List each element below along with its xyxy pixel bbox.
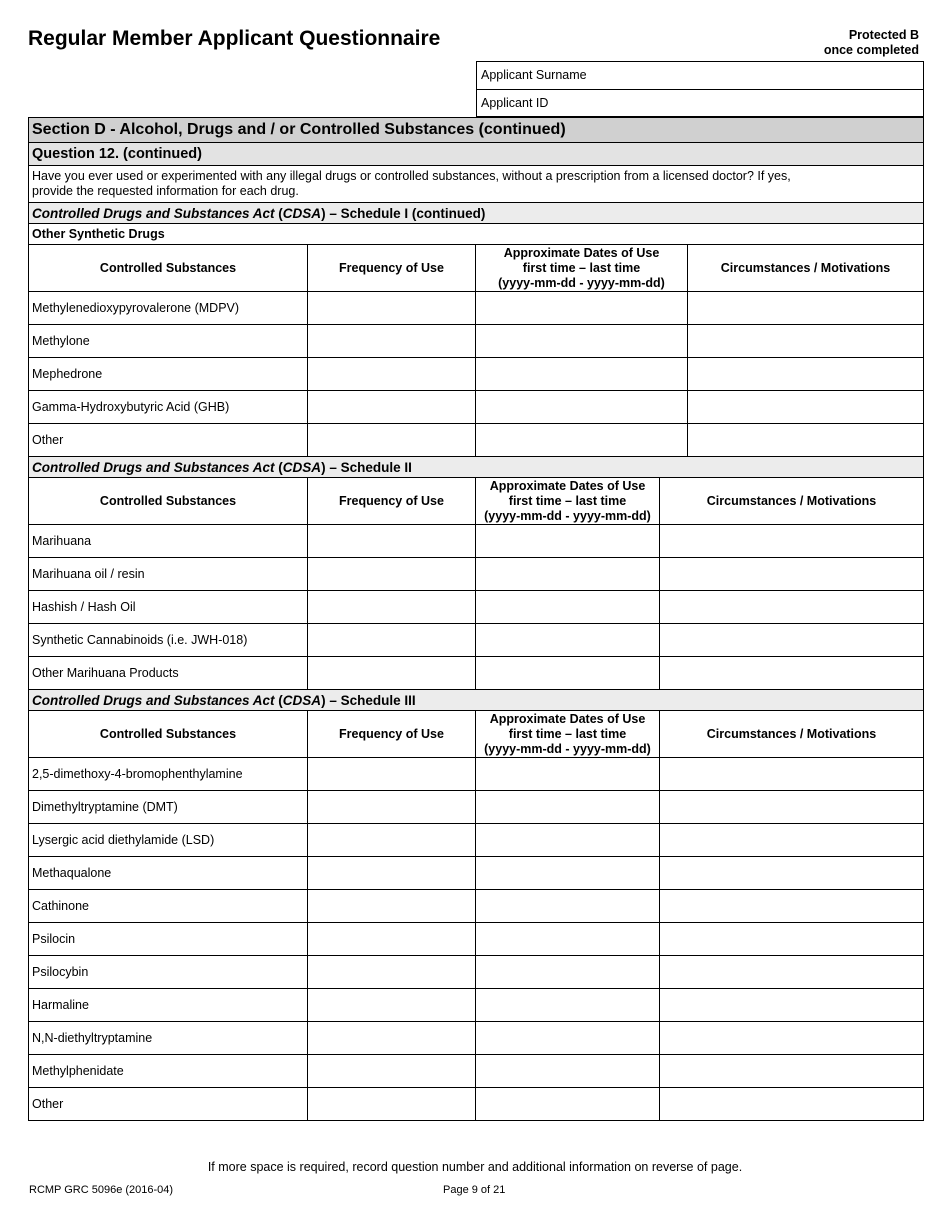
circumstances-field[interactable]	[660, 791, 924, 824]
table-row	[29, 1055, 924, 1088]
table-row	[29, 391, 924, 424]
frequency-field[interactable]	[308, 857, 476, 890]
circumstances-field[interactable]	[660, 857, 924, 890]
dates-field[interactable]	[476, 1088, 660, 1121]
act-abbrev: CDSA	[282, 205, 322, 221]
col-header-substance: Controlled Substances	[29, 478, 308, 525]
dates-field[interactable]	[476, 1022, 660, 1055]
dates-field[interactable]	[476, 824, 660, 857]
dates-header-line-3: (yyyy-mm-dd - yyyy-mm-dd)	[484, 508, 651, 523]
col-header-circumstances: Circumstances / Motivations	[660, 478, 924, 525]
circumstances-field[interactable]	[660, 989, 924, 1022]
frequency-field[interactable]	[308, 525, 476, 558]
table-row	[29, 1088, 924, 1121]
schedule-subheading: Other Synthetic Drugs	[29, 224, 924, 245]
dates-field[interactable]	[476, 325, 688, 358]
dates-field[interactable]	[476, 758, 660, 791]
page-number: Page 9 of 21	[443, 1184, 506, 1196]
frequency-field[interactable]	[308, 824, 476, 857]
dates-field[interactable]	[476, 292, 688, 325]
col-header-frequency: Frequency of Use	[308, 478, 476, 525]
schedule-suffix: – Schedule II	[329, 459, 412, 475]
frequency-field[interactable]	[308, 923, 476, 956]
col-header-substance: Controlled Substances	[29, 711, 308, 758]
table-row	[29, 890, 924, 923]
table-row	[29, 989, 924, 1022]
table-row	[29, 591, 924, 624]
circumstances-field[interactable]	[660, 890, 924, 923]
substance-name: Psilocin	[29, 923, 308, 956]
table-row	[29, 325, 924, 358]
column-header-row	[29, 478, 924, 525]
substance-name: Other	[29, 424, 308, 457]
applicant-info-box	[476, 61, 924, 117]
substance-name: Other Marihuana Products	[29, 657, 308, 690]
applicant-surname-field[interactable]: Applicant Surname	[481, 68, 587, 82]
substance-name: Psilocybin	[29, 956, 308, 989]
frequency-field[interactable]	[308, 1088, 476, 1121]
substance-name: Harmaline	[29, 989, 308, 1022]
dates-field[interactable]	[476, 956, 660, 989]
frequency-field[interactable]	[308, 391, 476, 424]
circumstances-field[interactable]	[660, 923, 924, 956]
substance-name: Gamma-Hydroxybutyric Acid (GHB)	[29, 391, 308, 424]
schedule-heading: Controlled Drugs and Substances Act (CDSA) – Schedule III	[29, 690, 924, 711]
dates-field[interactable]	[476, 358, 688, 391]
dates-field[interactable]	[476, 391, 688, 424]
act-name: Controlled Drugs and Substances Act	[32, 692, 275, 708]
frequency-field[interactable]	[308, 791, 476, 824]
table-row	[29, 956, 924, 989]
page-title: Regular Member Applicant Questionnaire	[28, 27, 441, 50]
col-header-substance: Controlled Substances	[29, 245, 308, 292]
frequency-field[interactable]	[308, 1055, 476, 1088]
dates-field[interactable]	[476, 558, 660, 591]
frequency-field[interactable]	[308, 358, 476, 391]
circumstances-field[interactable]	[688, 391, 924, 424]
substance-name: Methylenedioxypyrovalerone (MDPV)	[29, 292, 308, 325]
frequency-field[interactable]	[308, 956, 476, 989]
dates-header-line-1: Approximate Dates of Use	[489, 711, 646, 726]
table-row	[29, 1022, 924, 1055]
questionnaire-table	[28, 117, 924, 1121]
circumstances-field[interactable]	[688, 325, 924, 358]
circumstances-field[interactable]	[688, 358, 924, 391]
circumstances-field[interactable]	[660, 558, 924, 591]
substance-name: Mephedrone	[29, 358, 308, 391]
substance-name: Other	[29, 1088, 308, 1121]
dates-field[interactable]	[476, 989, 660, 1022]
act-name: Controlled Drugs and Substances Act	[32, 459, 275, 475]
frequency-field[interactable]	[308, 1022, 476, 1055]
col-header-frequency: Frequency of Use	[308, 711, 476, 758]
dates-header-line-2: first time – last time	[508, 493, 627, 508]
frequency-field[interactable]	[308, 989, 476, 1022]
circumstances-field[interactable]	[660, 1022, 924, 1055]
dates-field[interactable]	[476, 525, 660, 558]
dates-field[interactable]	[476, 857, 660, 890]
dates-field[interactable]	[476, 657, 660, 690]
applicant-id-field[interactable]: Applicant ID	[477, 89, 923, 116]
substance-name: Marihuana	[29, 525, 308, 558]
act-abbrev: CDSA	[282, 459, 322, 475]
table-row	[29, 558, 924, 591]
circumstances-field[interactable]	[660, 956, 924, 989]
schedule-suffix: – Schedule III	[329, 692, 416, 708]
col-header-dates	[476, 245, 688, 292]
circumstances-field[interactable]	[688, 424, 924, 457]
circumstances-field[interactable]	[660, 1088, 924, 1121]
substance-name: Cathinone	[29, 890, 308, 923]
col-header-dates	[476, 478, 660, 525]
col-header-frequency: Frequency of Use	[308, 245, 476, 292]
question-text	[29, 166, 924, 203]
frequency-field[interactable]	[308, 558, 476, 591]
circumstances-field[interactable]	[660, 525, 924, 558]
dates-header-line-2: first time – last time	[508, 726, 627, 741]
dates-field[interactable]	[476, 591, 660, 624]
substance-name: Marihuana oil / resin	[29, 558, 308, 591]
table-row	[29, 758, 924, 791]
dates-field[interactable]	[476, 624, 660, 657]
table-row	[29, 424, 924, 457]
frequency-field[interactable]	[308, 890, 476, 923]
frequency-field[interactable]	[308, 624, 476, 657]
dates-header-line-2: first time – last time	[522, 260, 641, 275]
schedule-heading: Controlled Drugs and Substances Act (CDSA) – Schedule II	[29, 457, 924, 478]
section-title: Section D - Alcohol, Drugs and / or Controlled Substances (continued)	[29, 118, 924, 143]
act-abbrev: CDSA	[282, 692, 322, 708]
substance-name: N,N-diethyltryptamine	[29, 1022, 308, 1055]
act-name: Controlled Drugs and Substances Act	[32, 205, 275, 221]
frequency-field[interactable]	[308, 424, 476, 457]
col-header-dates	[476, 711, 660, 758]
dates-field[interactable]	[476, 923, 660, 956]
question-text-line-2: provide the requested information for each drug.	[32, 184, 299, 198]
frequency-field[interactable]	[308, 591, 476, 624]
substance-name: 2,5-dimethoxy-4-bromophenthylamine	[29, 758, 308, 791]
circumstances-field[interactable]	[660, 758, 924, 791]
circumstances-field[interactable]	[660, 624, 924, 657]
substance-name: Methylphenidate	[29, 1055, 308, 1088]
col-header-circumstances: Circumstances / Motivations	[660, 711, 924, 758]
dates-header-line-3: (yyyy-mm-dd - yyyy-mm-dd)	[484, 741, 651, 756]
protected-b-notice	[824, 28, 919, 58]
table-row	[29, 824, 924, 857]
dates-field[interactable]	[476, 1055, 660, 1088]
table-row	[29, 624, 924, 657]
schedule-heading: Controlled Drugs and Substances Act (CDSA) – Schedule I (continued)	[29, 203, 924, 224]
substance-name: Methaqualone	[29, 857, 308, 890]
protected-line-1: Protected B	[848, 28, 919, 42]
circumstances-field[interactable]	[688, 292, 924, 325]
table-row	[29, 791, 924, 824]
question-text-line-1: Have you ever used or experimented with any illegal drugs or controlled substances, without a prescription from a licensed doctor? If yes,	[32, 169, 791, 183]
protected-line-2: once completed	[823, 43, 919, 57]
frequency-field[interactable]	[308, 292, 476, 325]
substance-name: Hashish / Hash Oil	[29, 591, 308, 624]
circumstances-field[interactable]	[660, 591, 924, 624]
substance-name: Methylone	[29, 325, 308, 358]
table-row	[29, 358, 924, 391]
frequency-field[interactable]	[308, 325, 476, 358]
dates-header-line-1: Approximate Dates of Use	[489, 478, 646, 493]
footer-note: If more space is required, record question number and additional information on reverse of page.	[207, 1160, 743, 1174]
frequency-field[interactable]	[308, 657, 476, 690]
column-header-row	[29, 245, 924, 292]
schedule-suffix: – Schedule I (continued)	[329, 205, 486, 221]
col-header-circumstances: Circumstances / Motivations	[688, 245, 924, 292]
substance-name: Lysergic acid diethylamide (LSD)	[29, 824, 308, 857]
column-header-row	[29, 711, 924, 758]
form-code: RCMP GRC 5096e (2016-04)	[29, 1184, 174, 1196]
circumstances-field[interactable]	[660, 1055, 924, 1088]
circumstances-field[interactable]	[660, 824, 924, 857]
table-row	[29, 657, 924, 690]
table-row	[29, 857, 924, 890]
question-title: Question 12. (continued)	[29, 143, 924, 166]
dates-header-line-3: (yyyy-mm-dd - yyyy-mm-dd)	[498, 275, 665, 290]
table-row	[29, 525, 924, 558]
table-row	[29, 292, 924, 325]
substance-name: Dimethyltryptamine (DMT)	[29, 791, 308, 824]
dates-field[interactable]	[476, 424, 688, 457]
substance-name: Synthetic Cannabinoids (i.e. JWH-018)	[29, 624, 308, 657]
table-row	[29, 923, 924, 956]
frequency-field[interactable]	[308, 758, 476, 791]
dates-field[interactable]	[476, 890, 660, 923]
dates-field[interactable]	[476, 791, 660, 824]
circumstances-field[interactable]	[660, 657, 924, 690]
dates-header-line-1: Approximate Dates of Use	[503, 245, 660, 260]
